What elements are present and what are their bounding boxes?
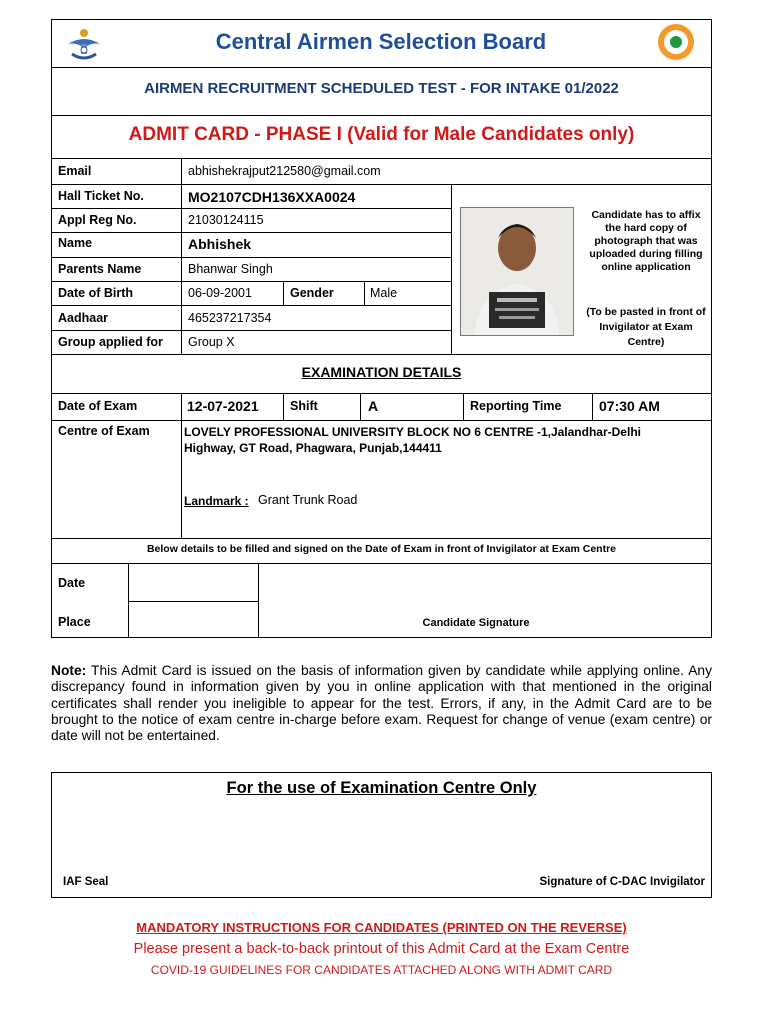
centre-label: Centre of Exam bbox=[58, 424, 150, 438]
shift-label: Shift bbox=[290, 399, 318, 413]
mandatory-instructions-line: MANDATORY INSTRUCTIONS FOR CANDIDATES (PRINTED ON THE REVERSE) bbox=[136, 920, 627, 935]
email-value: abhishekrajput212580@gmail.com bbox=[188, 164, 381, 178]
parents-value: Bhanwar Singh bbox=[188, 262, 273, 276]
group-value: Group X bbox=[188, 335, 235, 349]
reporting-time-label: Reporting Time bbox=[470, 399, 562, 413]
photo-paste-instruction: (To be pasted in front of Invigilator at Exam Centre) bbox=[586, 306, 706, 348]
covid-guidelines-line: COVID-19 GUIDELINES FOR CANDIDATES ATTACHED ALONG WITH ADMIT CARD bbox=[150, 963, 613, 977]
iaf-emblem-icon bbox=[64, 24, 104, 64]
landmark-label: Landmark : bbox=[184, 494, 249, 508]
hall-ticket-label: Hall Ticket No. bbox=[58, 189, 144, 203]
dob-value: 06-09-2001 bbox=[188, 286, 252, 300]
appl-reg-label: Appl Reg No. bbox=[58, 213, 137, 227]
iaf-roundel-icon bbox=[656, 22, 696, 62]
parents-label: Parents Name bbox=[58, 262, 142, 276]
appl-reg-value: 21030124115 bbox=[188, 213, 264, 227]
email-label: Email bbox=[58, 164, 92, 178]
sign-date-label: Date bbox=[58, 576, 86, 590]
shift-value: A bbox=[368, 398, 379, 414]
aadhaar-value: 465237217354 bbox=[188, 311, 272, 325]
centre-value: LOVELY PROFESSIONAL UNIVERSITY BLOCK NO 6 CENTRE -1,Jalandhar-Delhi Highway, GT Road, Phagwara, Punjab,144411 bbox=[184, 425, 641, 455]
candidate-signature-label: Candidate Signature bbox=[422, 617, 530, 629]
recruitment-subtitle: AIRMEN RECRUITMENT SCHEDULED TEST - FOR INTAKE 01/2022 bbox=[144, 80, 619, 97]
centre-use-title: For the use of Examination Centre Only bbox=[226, 779, 537, 797]
iaf-seal-label: IAF Seal bbox=[63, 876, 109, 888]
exam-date-value: 12-07-2021 bbox=[187, 398, 259, 414]
sign-instruction: Below details to be filled and signed on the Date of Exam in front of Invigilator at Exam Centre bbox=[146, 543, 617, 555]
printout-instruction-line: Please present a back-to-back printout of this Admit Card at the Exam Centre bbox=[133, 941, 630, 957]
name-label: Name bbox=[58, 236, 93, 250]
sign-place-label: Place bbox=[58, 615, 91, 629]
note-label: Note: bbox=[51, 663, 87, 678]
dob-label: Date of Birth bbox=[58, 286, 133, 300]
hall-ticket-value: MO2107CDH136XXA0024 bbox=[188, 189, 356, 205]
board-title: Central Airmen Selection Board bbox=[215, 29, 547, 54]
admit-card-title: ADMIT CARD - PHASE I (Valid for Male Candidates only) bbox=[128, 124, 635, 145]
landmark-value: Grant Trunk Road bbox=[258, 493, 358, 507]
invigilator-signature-label: Signature of C-DAC Invigilator bbox=[539, 876, 705, 888]
aadhaar-label: Aadhaar bbox=[58, 311, 109, 325]
note-paragraph bbox=[51, 663, 712, 744]
gender-value: Male bbox=[370, 286, 398, 300]
note-text: This Admit Card is issued on the basis of information given by candidate while applying online. Any discrepancy found in information given by you in online application with that mentioned in the original certificates shall render you ineligible to appear for the test. Errors, if any, in the Admit Card are to be brought to the notice of exam centre in-charge before exam. Request for change of venue (exam centre) or date will not be entertained. bbox=[51, 663, 712, 744]
exam-details-heading: EXAMINATION DETAILS bbox=[301, 364, 462, 380]
reporting-time-value: 07:30 AM bbox=[599, 398, 660, 414]
photo-instruction: Candidate has to affix the hard copy of photograph that was uploaded during filling online application bbox=[589, 209, 703, 273]
name-value: Abhishek bbox=[188, 236, 252, 252]
exam-date-label: Date of Exam bbox=[58, 399, 138, 413]
gender-label: Gender bbox=[290, 286, 334, 300]
group-label: Group applied for bbox=[58, 335, 163, 349]
candidate-photo bbox=[460, 207, 574, 336]
